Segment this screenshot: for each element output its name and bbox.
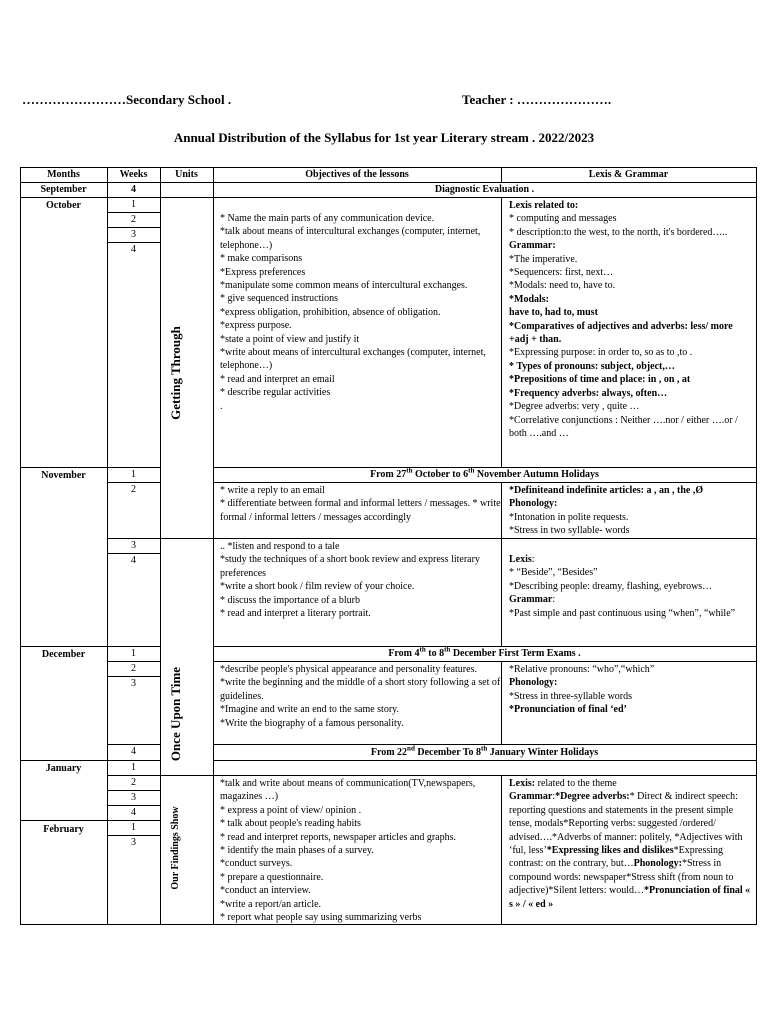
lexis-item: *Past simple and past continuous using “when”, “while”: [509, 607, 736, 619]
week-cell: 1: [131, 762, 136, 773]
objective-item: *describe people's physical appearance and personality features.: [220, 664, 477, 675]
week-cell: 4: [131, 807, 136, 818]
col-header-units: Units: [175, 169, 198, 180]
objective-item: *Write the biography of a famous personality.: [220, 717, 404, 729]
lexis-heading: Lexis: [509, 554, 532, 565]
lexis-item: *Pronunciation of final ‘ed’: [509, 704, 627, 716]
page-title: Annual Distribution of the Syllabus for 1st year Literary stream . 2022/2023: [173, 130, 595, 145]
phonology-heading: Phonology:: [509, 677, 558, 689]
week-cell: 1: [131, 648, 136, 659]
grammar-heading: Grammar: [509, 791, 553, 803]
lexis-item: *Degree adverbs:: [555, 791, 630, 803]
month-january: January: [45, 763, 82, 774]
lexis-item: * Direct & indirect speech: reporting questions and statements in the present simple tense, modals*Reporting verbs: suggested /ordered/ advised….*Adverbs of manner: politely, *Adjectives with ‘ful, less’: [509, 791, 743, 857]
week-cell: 3: [131, 837, 136, 848]
objective-item: * write a reply to an email: [220, 485, 325, 496]
objective-item: * express a point of view/ opinion .: [220, 804, 362, 816]
lexis-item: * “Beside”, “Besides”: [509, 567, 598, 579]
first-term-exams-bar: From 4th to 8th December First Term Exams .: [388, 645, 581, 659]
objective-item: *conduct surveys.: [220, 858, 293, 870]
objective-item: * discuss the importance of a blurb: [220, 594, 360, 606]
week-cell: 2: [131, 484, 136, 495]
lexis-january: [502, 776, 756, 924]
lexis-item: *Expressing purpose: in order to, so as to ,to .: [509, 347, 693, 359]
lexis-item: * description:to the west, to the north, it's bordered…..: [509, 226, 728, 238]
week-cell: 4: [131, 244, 136, 255]
week-cell: 4: [131, 555, 136, 566]
lexis-november-week3: [502, 552, 756, 646]
lexis-item: related to the theme: [535, 778, 617, 789]
lexis-item: *Comparatives of adjectives and adverbs: less/ more +adj + than.: [509, 320, 733, 346]
week-cell: 3: [131, 229, 136, 240]
lexis-heading: Lexis:: [509, 778, 536, 789]
objective-item: * make comparisons: [220, 253, 303, 265]
unit-once-upon-time: Once Upon Time: [168, 666, 183, 762]
objective-item: *Imagine and write an end to the same story.: [220, 704, 400, 716]
objective-item: *talk about means of intercultural exchanges (computer, internet, telephone…): [220, 226, 481, 251]
lexis-item: *Stress in three-syllable words: [509, 690, 633, 702]
grammar-colon: :: [552, 594, 556, 606]
objective-item: * differentiate between formal and informal letters / messages. * write formal / informal letters / messages accordingly: [220, 498, 501, 523]
objective-item: * identify the main phases of a survey.: [220, 845, 374, 857]
lexis-october: [502, 198, 756, 467]
month-september: September: [40, 184, 87, 195]
objectives-december: [214, 662, 501, 744]
lexis-item: *Sequencers: first, next…: [509, 267, 614, 279]
month-october: October: [46, 200, 81, 211]
objective-item: *talk and write about means of communication(TV,newspapers, magazines …): [220, 778, 476, 803]
lexis-item: *Stress in two syllable- words: [509, 525, 630, 537]
objective-item: *express purpose.: [220, 320, 292, 332]
autumn-holidays-bar: From 27th October to 6th November Autumn Holidays: [370, 466, 599, 480]
lexis-item: *Correlative conjunctions : Neither ….nor / either ….or / both ….and …: [509, 414, 738, 439]
objective-item: *state a point of view and justify it: [220, 333, 360, 345]
lexis-item: *Stress in compound words: newspaper*Stress shift (from noun to adjective)*Silent letters: would…: [509, 858, 734, 897]
lexis-item: *Definiteand indefinite articles: a , an , the ,Ø: [509, 485, 704, 496]
month-november: November: [41, 470, 86, 481]
lexis-heading: Lexis related to:: [509, 200, 579, 211]
school-name: ……………………Secondary School .: [22, 92, 232, 107]
objective-item: * describe regular activities: [220, 387, 331, 399]
diagnostic-evaluation-bar: Diagnostic Evaluation .: [434, 184, 535, 195]
objective-item: * read and interpret a literary portrait.: [220, 608, 371, 620]
objective-item: *write a short book / film review of your choice.: [220, 581, 415, 593]
objective-item: *Express preferences: [220, 266, 306, 278]
objective-item: *study the techniques of a short book review and express literary preferences: [220, 554, 480, 579]
week-cell: 4: [131, 746, 136, 757]
lexis-item: * computing and messages: [509, 213, 617, 225]
lexis-item: *Modals: need to, have to.: [509, 280, 616, 292]
teacher-name: Teacher : ………………….: [462, 92, 612, 107]
grammar-heading: Grammar: [509, 594, 553, 606]
lexis-item: * Types of pronouns: subject, object,…: [509, 360, 675, 372]
week-cell: 1: [131, 199, 136, 210]
lexis-item: *Expressing contrast: on the contrary, but…: [509, 845, 724, 870]
lexis-item: *Expressing likes and dislikes: [546, 845, 674, 857]
month-december: December: [41, 649, 86, 660]
lexis-item: *Intonation in polite requests.: [509, 511, 629, 523]
lexis-colon: :: [531, 554, 535, 565]
phonology-heading: Phonology:: [633, 858, 682, 870]
lexis-item: have to, had to, must: [509, 307, 598, 319]
grammar-heading: Grammar:: [509, 240, 556, 252]
objective-item: *conduct an interview.: [220, 885, 311, 897]
week-cell: 4: [131, 184, 136, 195]
lexis-item: *Degree adverbs: very , quite …: [509, 401, 640, 413]
objective-item: .. *listen and respond to a tale: [220, 541, 340, 552]
lexis-item: *Relative pronouns: “who”,“which”: [509, 664, 655, 675]
grammar-colon: :: [552, 791, 556, 803]
objective-item: * Name the main parts of any communication device.: [220, 213, 435, 224]
winter-holidays-bar: From 22nd December To 8th January Winter Holidays: [370, 744, 599, 758]
col-header-weeks: Weeks: [119, 169, 148, 180]
lexis-item: *Describing people: dreamy, flashing, eyebrows…: [509, 580, 713, 592]
unit-getting-through: Getting Through: [168, 326, 183, 420]
col-header-objectives: Objectives of the lessons: [305, 169, 409, 180]
week-cell: 2: [131, 663, 136, 674]
objective-item: .: [220, 400, 223, 412]
week-cell: 2: [131, 777, 136, 788]
objectives-november-week2: [214, 483, 501, 538]
objective-item: *write about means of intercultural exchanges (computer, internet, telephone…): [220, 347, 486, 372]
week-cell: 2: [131, 214, 136, 225]
col-header-months: Months: [47, 169, 80, 180]
lexis-item: *The imperative.: [509, 253, 578, 265]
objective-item: * prepare a questionnaire.: [220, 871, 324, 883]
objective-item: * read and interpret an email: [220, 373, 335, 385]
objective-item: *manipulate some common means of intercultural exchanges.: [220, 280, 468, 292]
week-cell: 3: [131, 678, 136, 689]
lexis-item: *Prepositions of time and place: in , on , at: [509, 374, 691, 386]
objective-item: * report what people say using summarizing verbs: [220, 912, 422, 924]
lexis-item: *Modals:: [509, 293, 549, 305]
lexis-november-week2: [502, 483, 756, 538]
objective-item: * talk about people's reading habits: [220, 818, 361, 830]
phonology-heading: Phonology:: [509, 498, 558, 510]
objectives-october: [214, 211, 501, 466]
lexis-item: *Frequency adverbs: always, often…: [509, 387, 668, 399]
objective-item: *write the beginning and the middle of a short story following a set of guidelines.: [220, 677, 501, 702]
lexis-december: [502, 662, 756, 744]
objectives-january: [214, 776, 501, 924]
lexis-item: *Pronunciation of final « s » / « ed »: [509, 885, 751, 910]
col-header-lexis: Lexis & Grammar: [588, 169, 669, 180]
objective-item: *write a report/an article.: [220, 898, 322, 910]
objective-item: * give sequenced instructions: [220, 293, 339, 305]
week-cell: 3: [131, 540, 136, 551]
objectives-november-week3: [214, 539, 501, 646]
unit-our-findings-show: Our Findings Show: [170, 806, 181, 890]
month-february: February: [43, 824, 84, 835]
objective-item: *express obligation, prohibition, absence of obligation.: [220, 306, 441, 318]
objective-item: * read and interpret reports, newspaper articles and graphs.: [220, 831, 457, 843]
week-cell: 1: [131, 469, 136, 480]
week-cell: 1: [131, 822, 136, 833]
week-cell: 3: [131, 792, 136, 803]
